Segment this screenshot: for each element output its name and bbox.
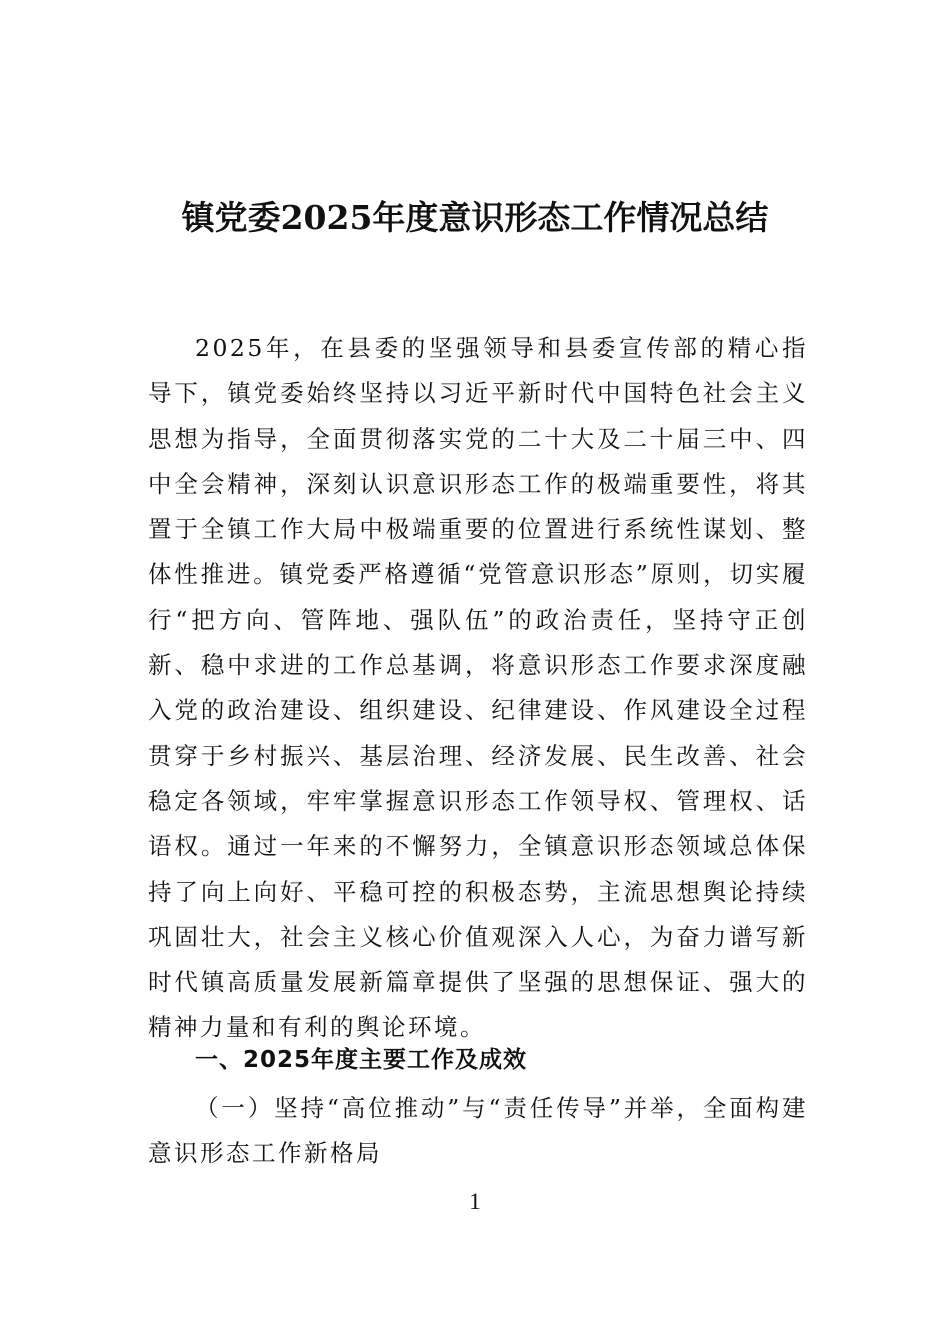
section-heading: 一、2025年度主要工作及成效 — [195, 1047, 528, 1073]
document-title: 镇党委2025年度意识形态工作情况总结 — [181, 198, 769, 237]
intro-paragraph: 2025年，在县委的坚强领导和县委宣传部的精心指导下，镇党委始终坚持以习近平新时代中国特色社会主义思想为指导，全面贯彻落实党的二十大及二十届三中、四中全会精神，深刻认识意识形态工作的极端重要性，将其置于全镇工作大局中极端重要的位置进行系统性谋划、整体性推进。镇党委严格遵循“党管意识形态”原则，切实履行“把方向、管阵地、强队伍”的政治责任，坚持守正创新、稳中求进的工作总基调，将意识形态工作要求深度融入党的政治建设、组织建设、纪律建设、作风建设全过程贯穿于乡村振兴、基层治理、经济发展、民生改善、社会稳定各领域，牢牢掌握意识形态工作领导权、管理权、话语权。通过一年来的不懈努力，全镇意识形态领域总体保持了向上向好、平稳可控的积极态势，主流思想舆论持续巩固壮大，社会主义核心价值观深入人心，为奋力谱写新时代镇高质量发展新篇章提供了坚强的思想保证、强大的精神力量和有利的舆论环境。 — [148, 334, 808, 1042]
page-number: 1 — [469, 1189, 481, 1214]
subsection-heading: （一）坚持“高位推动”与“责任传导”并举，全面构建意识形态工作新格局 — [148, 1094, 808, 1168]
